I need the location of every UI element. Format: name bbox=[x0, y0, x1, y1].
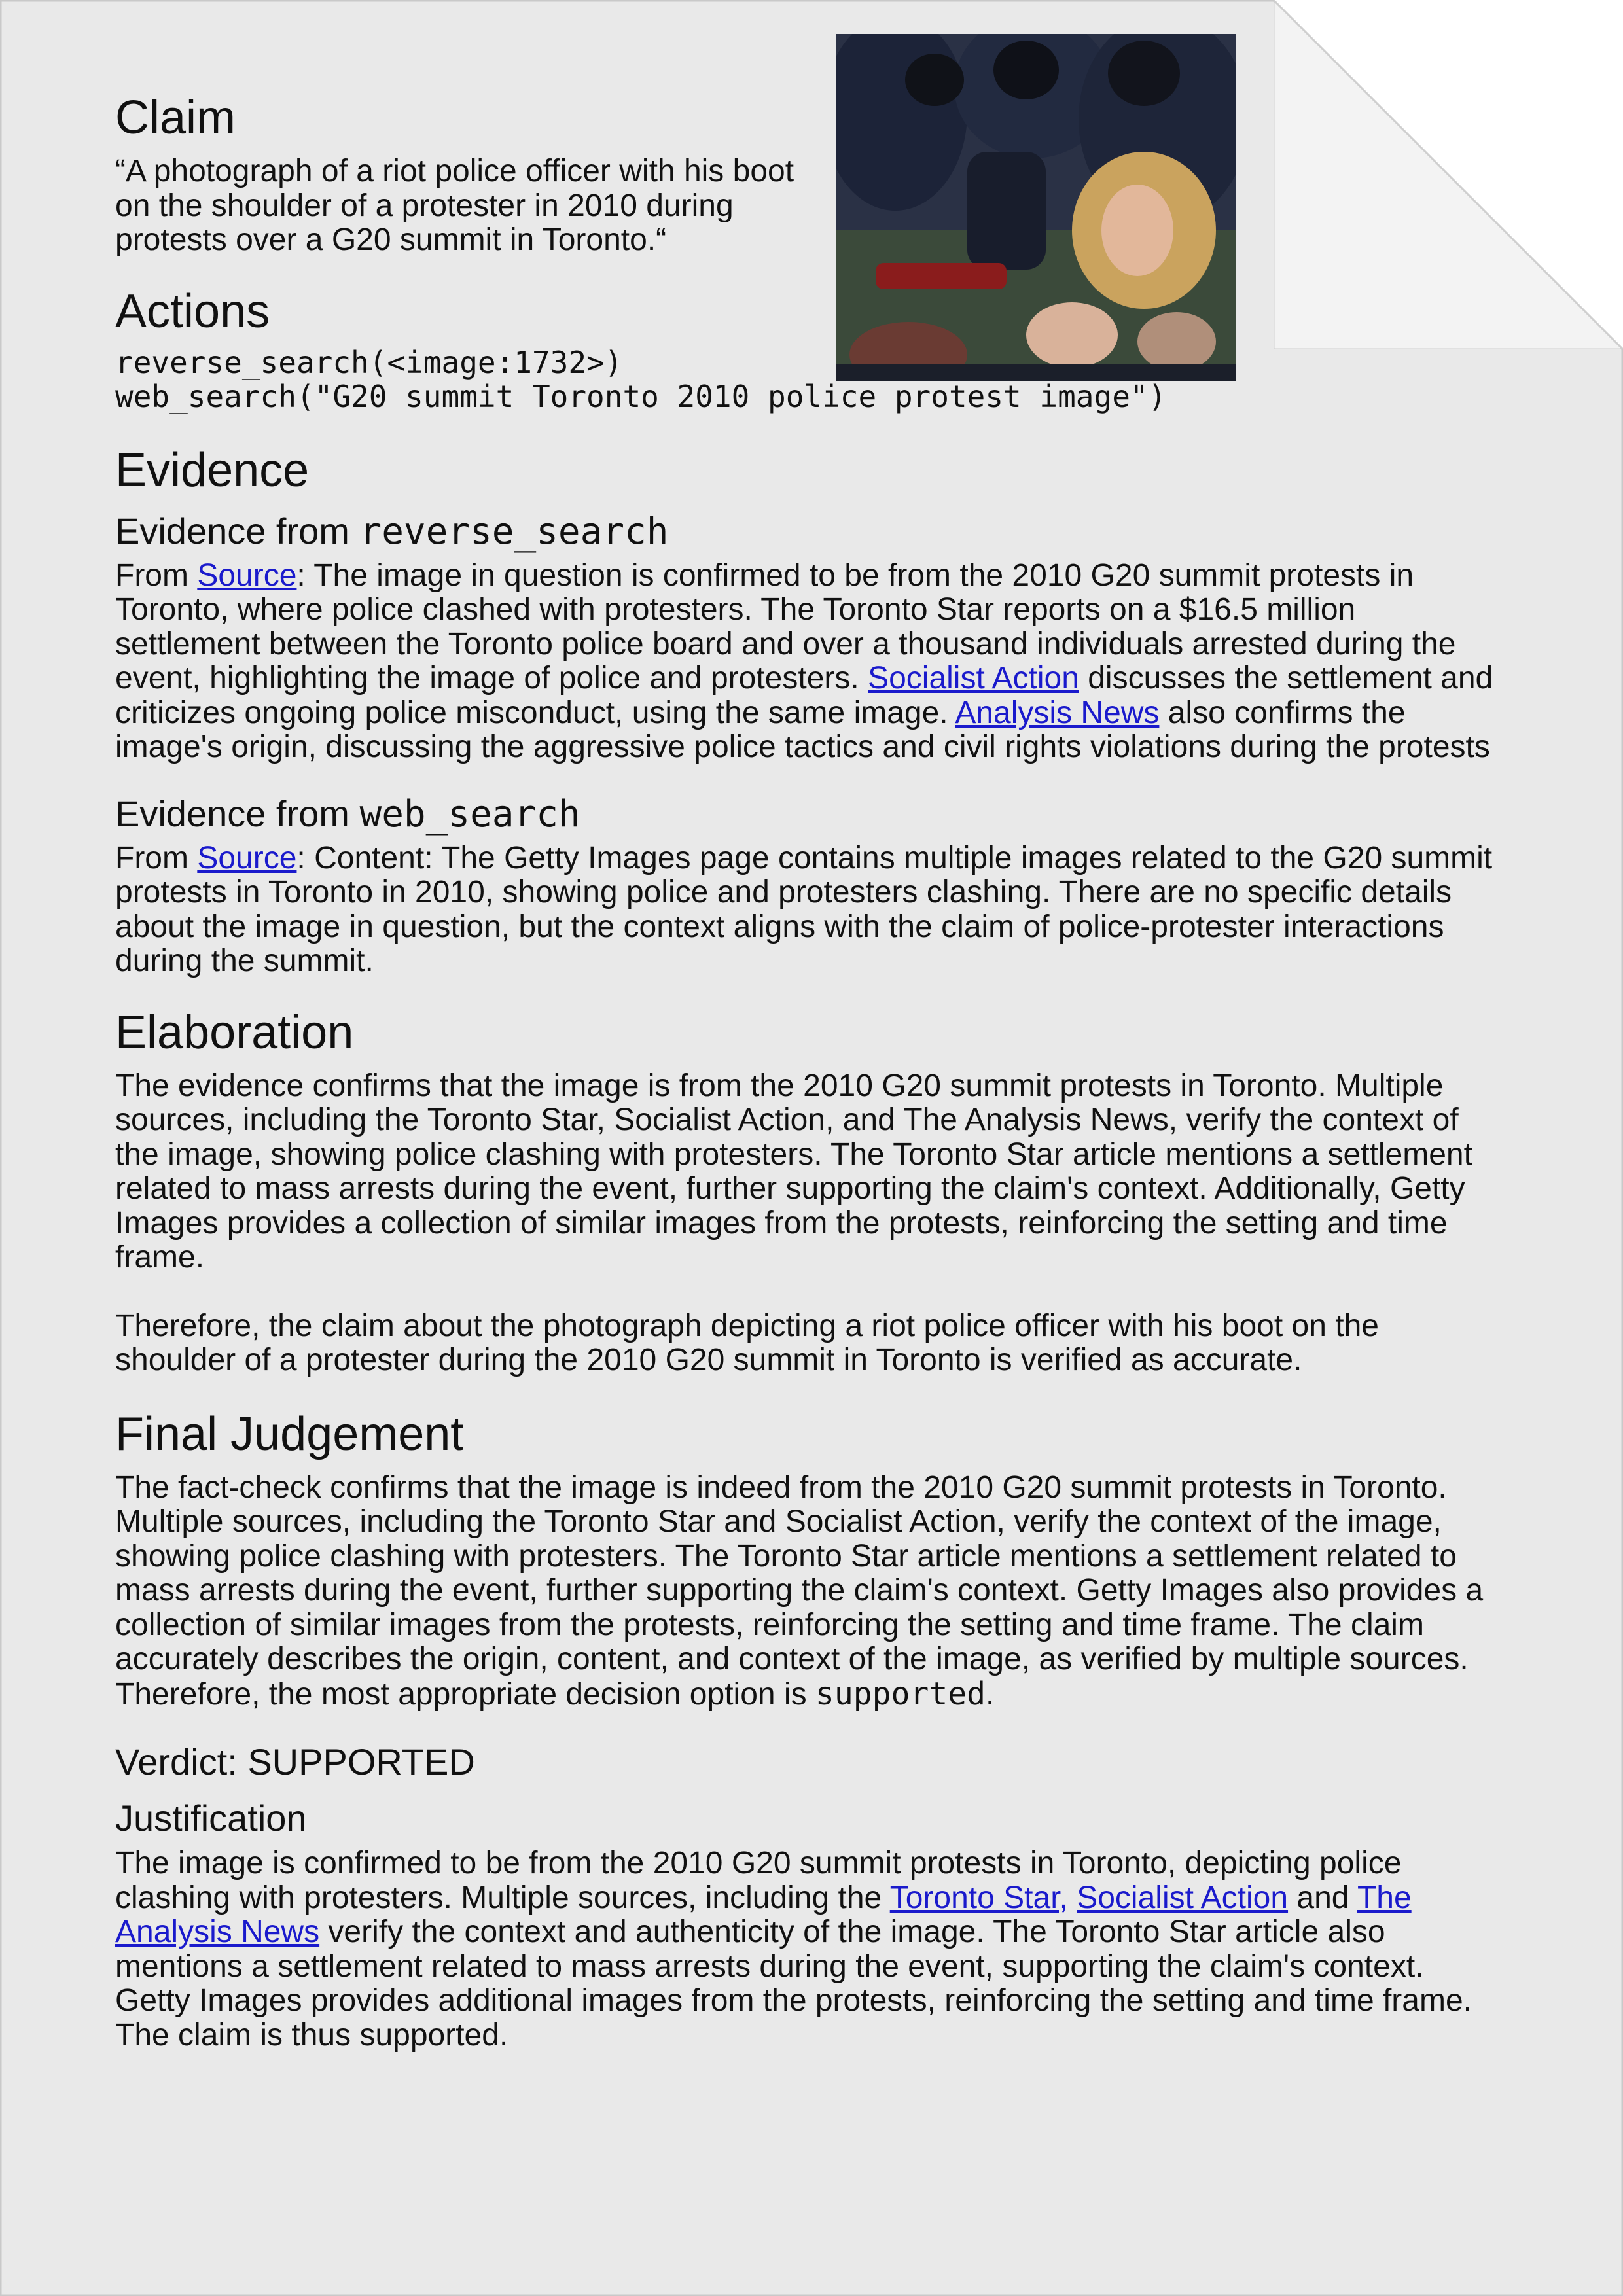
justification-heading: Justification bbox=[115, 1797, 307, 1839]
evidence-reverse-search-heading bbox=[115, 510, 1503, 554]
decision-code: supported bbox=[815, 1675, 986, 1712]
justification-text bbox=[115, 1846, 1503, 2053]
fact-check-report bbox=[115, 79, 1503, 2053]
actions-list bbox=[115, 345, 1503, 414]
judgement-end: . bbox=[986, 1676, 995, 1712]
action-line: reverse_search(<image:1732>) bbox=[115, 344, 623, 380]
from-label: From bbox=[115, 840, 198, 875]
socialist-action-link[interactable]: Socialist Action bbox=[868, 661, 1079, 696]
evidence-text: discusses the settlement and criticizes ongoing police misconduct, using the same image. bbox=[115, 661, 1493, 730]
evidence-text: : Content: The Getty Images page contains multiple images related to the G20 summit protests in Toronto in 2010, showing police and protesters clashing. There are no specific details about the image in question, but the context aligns with the claim of police-protester interactions during the summit. bbox=[115, 840, 1493, 978]
actions-heading: Actions bbox=[115, 285, 270, 338]
evidence-reverse-search-text bbox=[115, 559, 1503, 765]
evidence-web-search-heading bbox=[115, 792, 1503, 836]
analysis-news-link[interactable]: The Analysis News bbox=[115, 1880, 1412, 1949]
justification-part: verify the context and authenticity of the image. The Toronto Star article also mentions a settlement related to mass arrests during the event, supporting the claim's context. Getty Images provides additional images from the protests, reinforcing the setting and time frame. The claim is thus supported. bbox=[115, 1915, 1472, 2053]
toronto-star-link[interactable]: Toronto Star, bbox=[889, 1880, 1068, 1915]
elaboration-heading: Elaboration bbox=[115, 1006, 354, 1059]
evidence-text: : The image in question is confirmed to be from the 2010 G20 summit protests in Toronto, where police clashed with protesters. The Toronto Star reports on a $16.5 million settlement between the Toronto police board and over a thousand individuals arrested during the event, highlighting the image of police and protesters. bbox=[115, 557, 1456, 696]
action-line: web_search("G20 summit Toronto 2010 police protest image") bbox=[115, 379, 1167, 414]
elaboration-paragraph: The evidence confirms that the image is from the 2010 G20 summit protests in Toronto. Multiple sources, including the Toronto Star, Socialist Action, and The Analysis News, verify the context of the image, showing police clashing with protesters. The Toronto Star article mentions a settlement related to mass arrests during the event, further supporting the claim's context. Additionally, Getty Images provides a collection of similar images from the protests, reinforcing the setting and time frame. bbox=[115, 1068, 1472, 1275]
final-judgement-text bbox=[115, 1471, 1503, 1712]
judgement-text: The fact-check confirms that the image is indeed from the 2010 G20 summit protests in Toronto. Multiple sources, including the Toronto Star and Socialist Action, verify the context of the image, showing police clashing with protesters. The Toronto Star article mentions a settlement related to mass arrests during the event, further supporting the claim's context. Getty Images also provides a collection of similar images from the protests, reinforcing the setting and time frame. The claim accurately describes the origin, content, and context of the image, as verified by multiple sources. Therefore, the most appropriate decision option is bbox=[115, 1470, 1484, 1712]
source-link[interactable]: Source bbox=[197, 557, 297, 593]
final-judgement-heading: Final Judgement bbox=[115, 1407, 464, 1460]
heading-code: reverse_search bbox=[359, 510, 669, 553]
source-link[interactable]: Source bbox=[197, 840, 297, 875]
justification-sep bbox=[1068, 1881, 1077, 1915]
verdict-label: Verdict: SUPPORTED bbox=[115, 1741, 475, 1782]
analysis-news-link[interactable]: Analysis News bbox=[955, 695, 1160, 730]
justification-part: The image is confirmed to be from the 2010 G20 summit protests in Toronto, depicting police clashing with protesters. Multiple sources, including the bbox=[115, 1846, 1402, 1915]
claim-text: “A photograph of a riot police officer with his boot on the shoulder of a protester in 2010 during protests over a G20 summit in Toronto.“ bbox=[115, 154, 794, 257]
justification-part: and bbox=[1288, 1880, 1357, 1915]
evidence-web-search-text bbox=[115, 841, 1503, 979]
heading-prefix: Evidence from bbox=[115, 792, 360, 834]
elaboration-paragraph: Therefore, the claim about the photograph depicting a riot police officer with his boot on the shoulder of a protester during the 2010 G20 summit in Toronto is verified as accurate. bbox=[115, 1308, 1379, 1377]
claim-heading: Claim bbox=[115, 92, 236, 144]
evidence-text: also confirms the image's origin, discussing the aggressive police tactics and civil rights violations during the protests bbox=[115, 695, 1490, 764]
evidence-heading: Evidence bbox=[115, 444, 310, 497]
heading-code: web_search bbox=[359, 792, 580, 836]
heading-prefix: Evidence from bbox=[115, 510, 360, 552]
from-label: From bbox=[115, 557, 198, 593]
socialist-action-link[interactable]: Socialist Action bbox=[1077, 1880, 1289, 1915]
